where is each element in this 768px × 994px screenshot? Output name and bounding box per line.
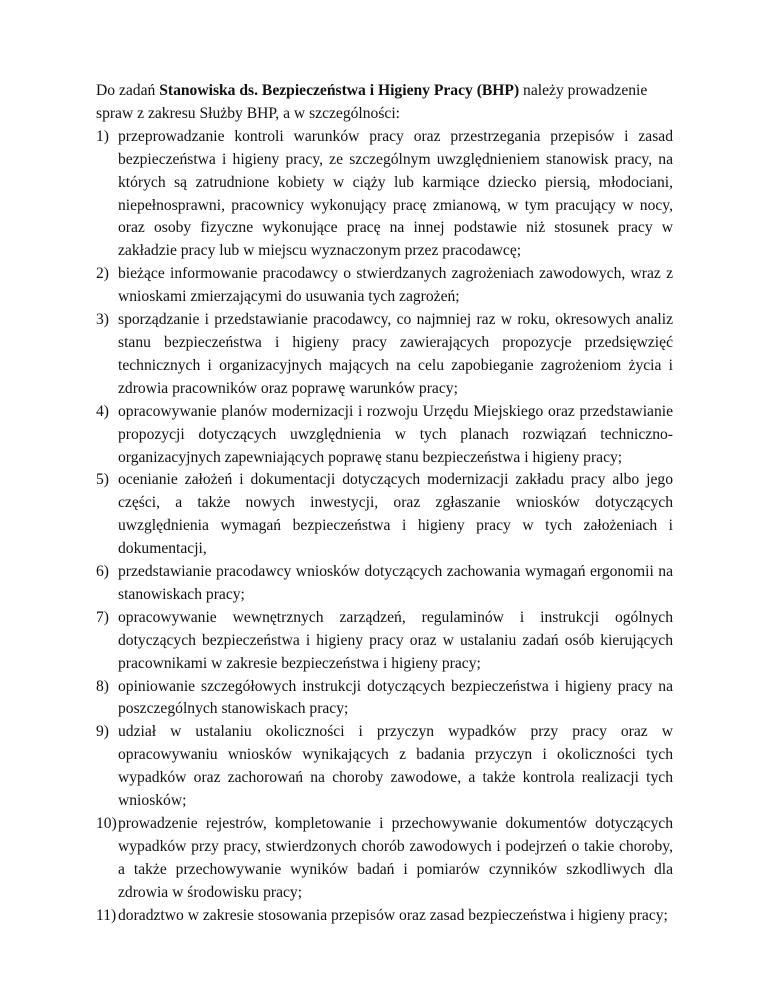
list-item	[96, 813, 673, 905]
list-item-number: 6)	[96, 563, 109, 581]
list-item-number: 1)	[96, 127, 109, 145]
list-item-text: prowadzenie rejestrów, kompletowanie i przechowywanie dokumentów dotyczących wypadków przy pracy, stwierdzonych chorób zawodowych i podejrzeń o takie choroby, a także przechowywanie wyników badań i pomiarów czynników szkodliwych dla zdrowia w środowisku pracy;	[118, 815, 673, 901]
list-item-number: 3)	[96, 311, 109, 329]
list-item	[96, 401, 673, 470]
intro-paragraph	[96, 80, 673, 126]
list-item-number: 10)	[96, 815, 117, 832]
list-item-number: 8)	[96, 677, 109, 695]
list-item	[96, 309, 673, 401]
intro-prefix: Do zadań	[96, 82, 160, 99]
list-item-number: 11)	[96, 906, 117, 924]
list-item	[96, 676, 673, 722]
list-item	[96, 607, 673, 676]
list-item-text: opiniowanie szczegółowych instrukcji dotyczących bezpieczeństwa i higieny pracy na poszczególnych stanowiskach pracy;	[118, 677, 673, 718]
list-item-text: bieżące informowanie pracodawcy o stwierdzanych zagrożeniach zawodowych, wraz z wnioskami zmierzającymi do usuwania tych zagrożeń;	[118, 265, 673, 306]
list-item-text: przeprowadzanie kontroli warunków pracy oraz przestrzegania przepisów i zasad bezpieczeństwa i higieny pracy, ze szczególnym uwzględnieniem stanowisk pracy, na których są zatrudnione kobiety w ciąży lub karmiące dziecko piersią, młodociani, niepełnosprawni, pracownicy wykonujący pracę zmianową, w tym pracujący w nocy, oraz osoby fizyczne wykonujące pracę na innej podstawie niż stosunek pracy w zakładzie pracy lub w miejscu wyznaczonym przez pracodawcę;	[118, 127, 673, 260]
list-item-number: 4)	[96, 402, 109, 420]
list-item-number: 9)	[96, 723, 109, 741]
list-item-number: 5)	[96, 471, 109, 489]
list-item-text: przedstawianie pracodawcy wniosków dotyczących zachowania wymagań ergonomii na stanowiskach pracy;	[118, 563, 673, 603]
list-item-text: opracowywanie planów modernizacji i rozwoju Urzędu Miejskiego oraz przedstawianie propozycji dotyczących uwzględnienia w tych planach rozwiązań techniczno-organizacyjnych zapewniających poprawę stanu bezpieczeństwa i higieny pracy;	[118, 402, 673, 466]
intro-suffix: należy prowadzenie spraw z zakresu Służby BHP, a w szczególności:	[96, 82, 648, 122]
list-item-number: 7)	[96, 608, 109, 626]
list-item-text: sporządzanie i przedstawianie pracodawcy, co najmniej raz w roku, okresowych analiz stanu bezpieczeństwa i higieny pracy zawierających propozycje przedsięwzięć technicznych i organizacyjnych mających na celu zapobieganie zagrożeniom życia i zdrowia pracowników oraz poprawę warunków pracy;	[118, 311, 673, 397]
list-item-text: ocenianie założeń i dokumentacji dotyczących modernizacji zakładu pracy albo jego części, a także nowych inwestycji, oraz zgłaszanie wniosków dotyczących uwzględnienia wymagań bezpieczeństwa i higieny pracy w tych założeniach i dokumentacji,	[118, 471, 673, 558]
list-item	[96, 126, 673, 263]
list-item	[96, 561, 673, 607]
list-item	[96, 905, 673, 928]
intro-position-title: Stanowiska ds. Bezpieczeństwa i Higieny Pracy (BHP)	[159, 82, 520, 99]
list-item-number: 2)	[96, 265, 109, 283]
list-item-text: doradztwo w zakresie stosowania przepisów oraz zasad bezpieczeństwa i higieny pracy;	[118, 906, 668, 924]
duties-list	[96, 126, 673, 928]
list-item	[96, 469, 673, 561]
list-item	[96, 263, 673, 309]
list-item-text: udział w ustalaniu okoliczności i przyczyn wypadków przy pracy oraz w opracowywaniu wniosków wynikających z badania przyczyn i okoliczności tych wypadków oraz zachorowań na choroby zawodowe, a także kontrola realizacji tych wniosków;	[118, 723, 673, 810]
document-page	[96, 80, 673, 928]
list-item-text: opracowywanie wewnętrznych zarządzeń, regulaminów i instrukcji ogólnych dotyczących bezpieczeństwa i higieny pracy oraz w ustalaniu zadań osób kierujących pracownikami w zakresie bezpieczeństwa i higieny pracy;	[118, 608, 673, 672]
list-item	[96, 721, 673, 813]
